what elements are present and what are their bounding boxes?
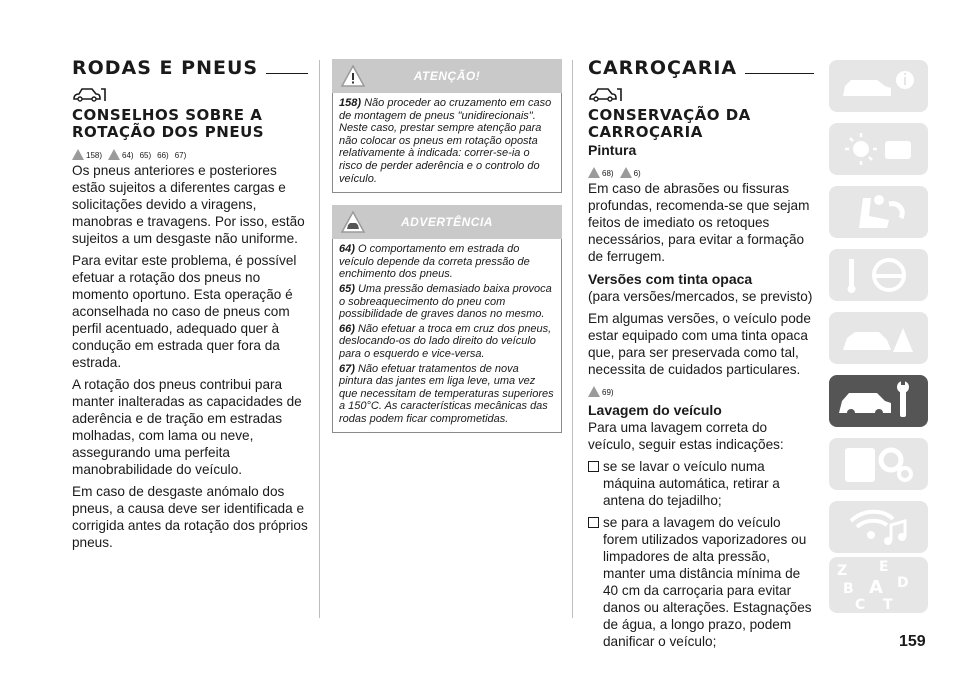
column-divider-right	[572, 60, 573, 618]
list-item: se para a lavagem do veículo forem utilizados vaporizadores ou limpadores de alta pressão, manter uma distância mínima de 40 cm da carroçaria para evitar danos ou alterações. Estagnações de água, a longo prazo, podem danificar o veículo;	[588, 514, 814, 655]
section-title-carrocaria: CARROÇARIA	[588, 57, 814, 79]
section-title-rodas-e-pneus: RODAS E PNEUS	[72, 57, 308, 79]
paragraph: Para evitar este problema, é possível efetuar a rotação dos pneus no momento oportuno. Esta operação é aconselhada no caso de pneus com perfil acentuado, adequado quer à condução em estrada quer fora da estrada.	[72, 253, 297, 370]
tab-dashboard-lights[interactable]	[829, 123, 928, 175]
svg-text:T: T	[883, 597, 893, 613]
tab-specs[interactable]	[829, 438, 928, 490]
car-symbol-icon	[72, 85, 308, 103]
warning-item: 158) Não proceder ao cruzamento em caso de montagem de pneus "unidirecionais". Neste caso, prestar sempre atenção para não colocar os pneus em rotação oposta relativamente à indicada: correr-se-ia o risco de perder aderência e o controlo do veículo.	[339, 97, 552, 185]
caution-item: 65) Uma pressão demasiado baixa provoca o sobreaquecimento do pneu com possibilidade de graves danos no mesmo.	[339, 282, 552, 321]
tab-car-maintenance[interactable]	[829, 375, 928, 427]
tab-road-warning[interactable]	[829, 312, 928, 364]
svg-text:E: E	[879, 559, 889, 575]
tab-index[interactable]	[829, 557, 928, 613]
list-item: se se lavar o veículo numa máquina automática, retirar a antena do tejadilho;	[588, 458, 814, 514]
reference-markers: 158) 64) 65) 66) 67)	[72, 144, 308, 160]
heading-versoes-tinta-opaca: Versões com tinta opaca	[588, 271, 753, 287]
paragraph: Para uma lavagem correta do veículo, seguir estas indicações:	[588, 420, 784, 452]
paragraph: Em algumas versões, o veículo pode estar equipado com uma tinta opaca que, para ser preservada como tal, necessita de cuidados particulares.	[588, 311, 811, 377]
caution-car-icon	[588, 167, 600, 178]
reference-markers: 68) 6)	[588, 162, 814, 178]
paragraph: Em caso de abrasões ou fissuras profundas, recomenda-se que sejam feitos de imediato os retoques necessários, para evitar a formação de ferrugem.	[588, 181, 810, 264]
left-column	[72, 0, 308, 556]
caution-item: 67) Não efetuar tratamentos de nova pintura das jantes em liga leve, uma vez que necessitam de temperaturas superiores a 150°C. As características mecânicas das rodas podem ficar comprometidas.	[339, 362, 554, 425]
warning-triangle-icon	[72, 149, 84, 160]
tab-steering-wheel[interactable]	[829, 249, 928, 301]
paragraph: A rotação dos pneus contribui para manter inalteradas as capacidades de aderência e de tração em estradas molhadas, com lama ou neve, assegurando uma perfeita manobrabilidade do veículo.	[72, 377, 302, 477]
reference-markers: 69)	[588, 381, 814, 397]
heading-lavagem: Lavagem do veículo	[588, 402, 722, 418]
caution-car-icon	[340, 210, 366, 237]
warning-triangle-icon	[340, 64, 366, 91]
subtitle-conselhos: CONSELHOS SOBRE A ROTAÇÃO DOS PNEUS	[72, 106, 265, 141]
caution-car-icon	[588, 386, 600, 397]
svg-text:Z: Z	[837, 563, 848, 579]
note: (para versões/mercados, se previsto)	[588, 289, 813, 304]
caution-item: 66) Não efetuar a troca em cruz dos pneus, deslocando-os do lado direito do veículo para o esquerdo e vice-versa.	[339, 322, 552, 360]
svg-text:B: B	[843, 581, 854, 597]
caution-car-icon	[108, 149, 120, 160]
svg-text:C: C	[855, 597, 866, 613]
bullet-square-icon	[588, 517, 599, 528]
car-symbol-icon	[588, 85, 814, 103]
svg-text:D: D	[897, 575, 909, 591]
subtitle-conservacao: CONSERVAÇÃO DA CARROÇARIA	[588, 106, 751, 141]
paragraph: Em caso de desgaste anómalo dos pneus, a causa deve ser identificada e corrigida antes da rotação dos próprios pneus.	[72, 484, 308, 550]
column-divider-left	[319, 60, 320, 618]
svg-text:A: A	[869, 577, 883, 598]
tab-multimedia[interactable]	[829, 501, 928, 553]
warning-title: ATENÇÃO!	[413, 69, 481, 83]
warning-box	[332, 59, 562, 193]
bullet-square-icon	[588, 461, 599, 472]
heading-pintura: Pintura	[588, 142, 637, 158]
tab-airbag-seat[interactable]	[829, 186, 928, 238]
caution-title: ADVERTÊNCIA	[401, 215, 493, 230]
caution-box	[332, 205, 562, 433]
page-number: 159	[899, 633, 926, 650]
right-column	[588, 0, 814, 655]
middle-column	[332, 59, 562, 433]
caution-item: 64) O comportamento em estrada do veículo depende da correta pressão de enchimento dos pneus.	[339, 243, 530, 281]
tab-car-info[interactable]	[829, 60, 928, 112]
paragraph: Os pneus anteriores e posteriores estão sujeitos a diferentes cargas e solicitações devido a viragens, manobras e travagens. Por isso, estão sujeitos a um desgaste não uniforme.	[72, 163, 305, 246]
environment-icon	[620, 167, 632, 178]
